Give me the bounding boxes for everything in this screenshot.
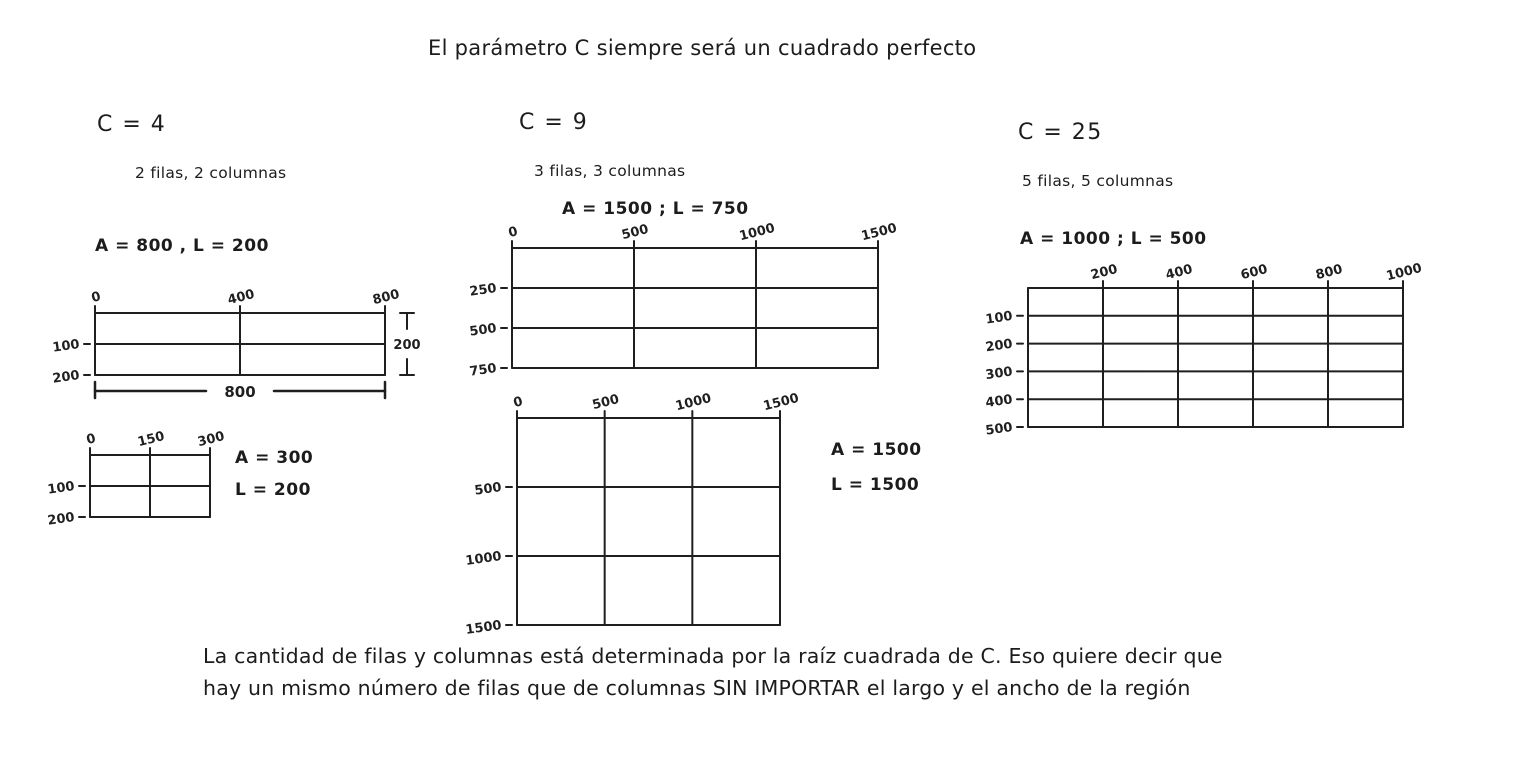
footer-line-2: hay un mismo número de filas que de columnas SIN IMPORTAR el largo y el ancho de la región xyxy=(203,676,1191,700)
tick-label: 500 xyxy=(468,321,498,340)
tick-label: 0 xyxy=(84,431,98,448)
tick-label: 250 xyxy=(468,281,498,300)
tick-label: 200 xyxy=(393,338,421,353)
tick-label: 100 xyxy=(46,479,76,498)
example-c4-rows-cols-label: 2 filas, 2 columnas xyxy=(135,164,287,182)
tick-label: 0 xyxy=(506,224,520,241)
tick-label: 300 xyxy=(196,429,227,451)
tick-label: 800 xyxy=(1314,262,1345,284)
tick-label: 0 xyxy=(89,289,103,306)
tick-label: 500 xyxy=(984,420,1014,439)
tick-label: 500 xyxy=(590,392,621,414)
tick-label: 200 xyxy=(984,336,1014,356)
example-c25-rows-cols-label: 5 filas, 5 columnas xyxy=(1022,172,1174,190)
footer-line-1: La cantidad de filas y columnas está determinada por la raíz cuadrada de C. Eso quiere decir que xyxy=(203,644,1223,668)
grid-c9-1500x1500-area-label: A = 1500 xyxy=(831,440,922,460)
tick-label: 1000 xyxy=(464,549,503,569)
grid-c9-1500x750 xyxy=(462,216,923,380)
tick-label: 1500 xyxy=(761,390,801,415)
tick-label: 100 xyxy=(984,308,1014,328)
tick-label: 1000 xyxy=(1384,260,1424,285)
grid-c4-300x200-length-label: L = 200 xyxy=(235,480,311,500)
tick-label: 200 xyxy=(46,510,76,529)
tick-label: 300 xyxy=(984,364,1014,384)
grid-c25-1000x500 xyxy=(980,254,1451,439)
example-c9-heading: C = 9 xyxy=(519,110,589,135)
tick-label: 0 xyxy=(511,394,525,411)
grid-c4-300x200-area-label: A = 300 xyxy=(235,448,314,468)
grid-c4-800x200 xyxy=(50,283,445,417)
tick-label: 400 xyxy=(1164,262,1195,284)
tick-label: 800 xyxy=(224,383,256,401)
example-c9-params-label: A = 1500 ; L = 750 xyxy=(562,199,749,219)
grid-c9-1500x1500 xyxy=(461,388,830,639)
tick-label: 100 xyxy=(51,337,81,356)
tick-label: 400 xyxy=(226,287,257,309)
tick-label: 500 xyxy=(473,480,503,499)
grid-c4-300x200 xyxy=(45,425,227,529)
tick-label: 400 xyxy=(984,392,1014,411)
tick-label: 1000 xyxy=(674,390,713,415)
tick-label: 800 xyxy=(371,287,402,309)
tick-label: 750 xyxy=(468,361,498,380)
tick-label: 1500 xyxy=(464,618,503,638)
example-c25-params-label: A = 1000 ; L = 500 xyxy=(1020,229,1207,249)
tick-label: 500 xyxy=(620,222,651,244)
tick-label: 1000 xyxy=(737,220,777,245)
example-c4-params-label: A = 800 , L = 200 xyxy=(95,236,269,256)
grid-c9-1500x1500-length-label: L = 1500 xyxy=(831,475,920,495)
tick-label: 200 xyxy=(51,368,81,387)
diagram-title: El parámetro C siempre será un cuadrado perfecto xyxy=(428,36,977,60)
tick-label: 600 xyxy=(1239,262,1270,284)
tick-label: 150 xyxy=(136,429,167,451)
example-c9-rows-cols-label: 3 filas, 3 columnas xyxy=(534,162,686,180)
example-c25-heading: C = 25 xyxy=(1018,120,1103,145)
tick-label: 1500 xyxy=(859,220,899,245)
example-c4-heading: C = 4 xyxy=(97,112,167,137)
tick-label: 200 xyxy=(1089,262,1120,284)
